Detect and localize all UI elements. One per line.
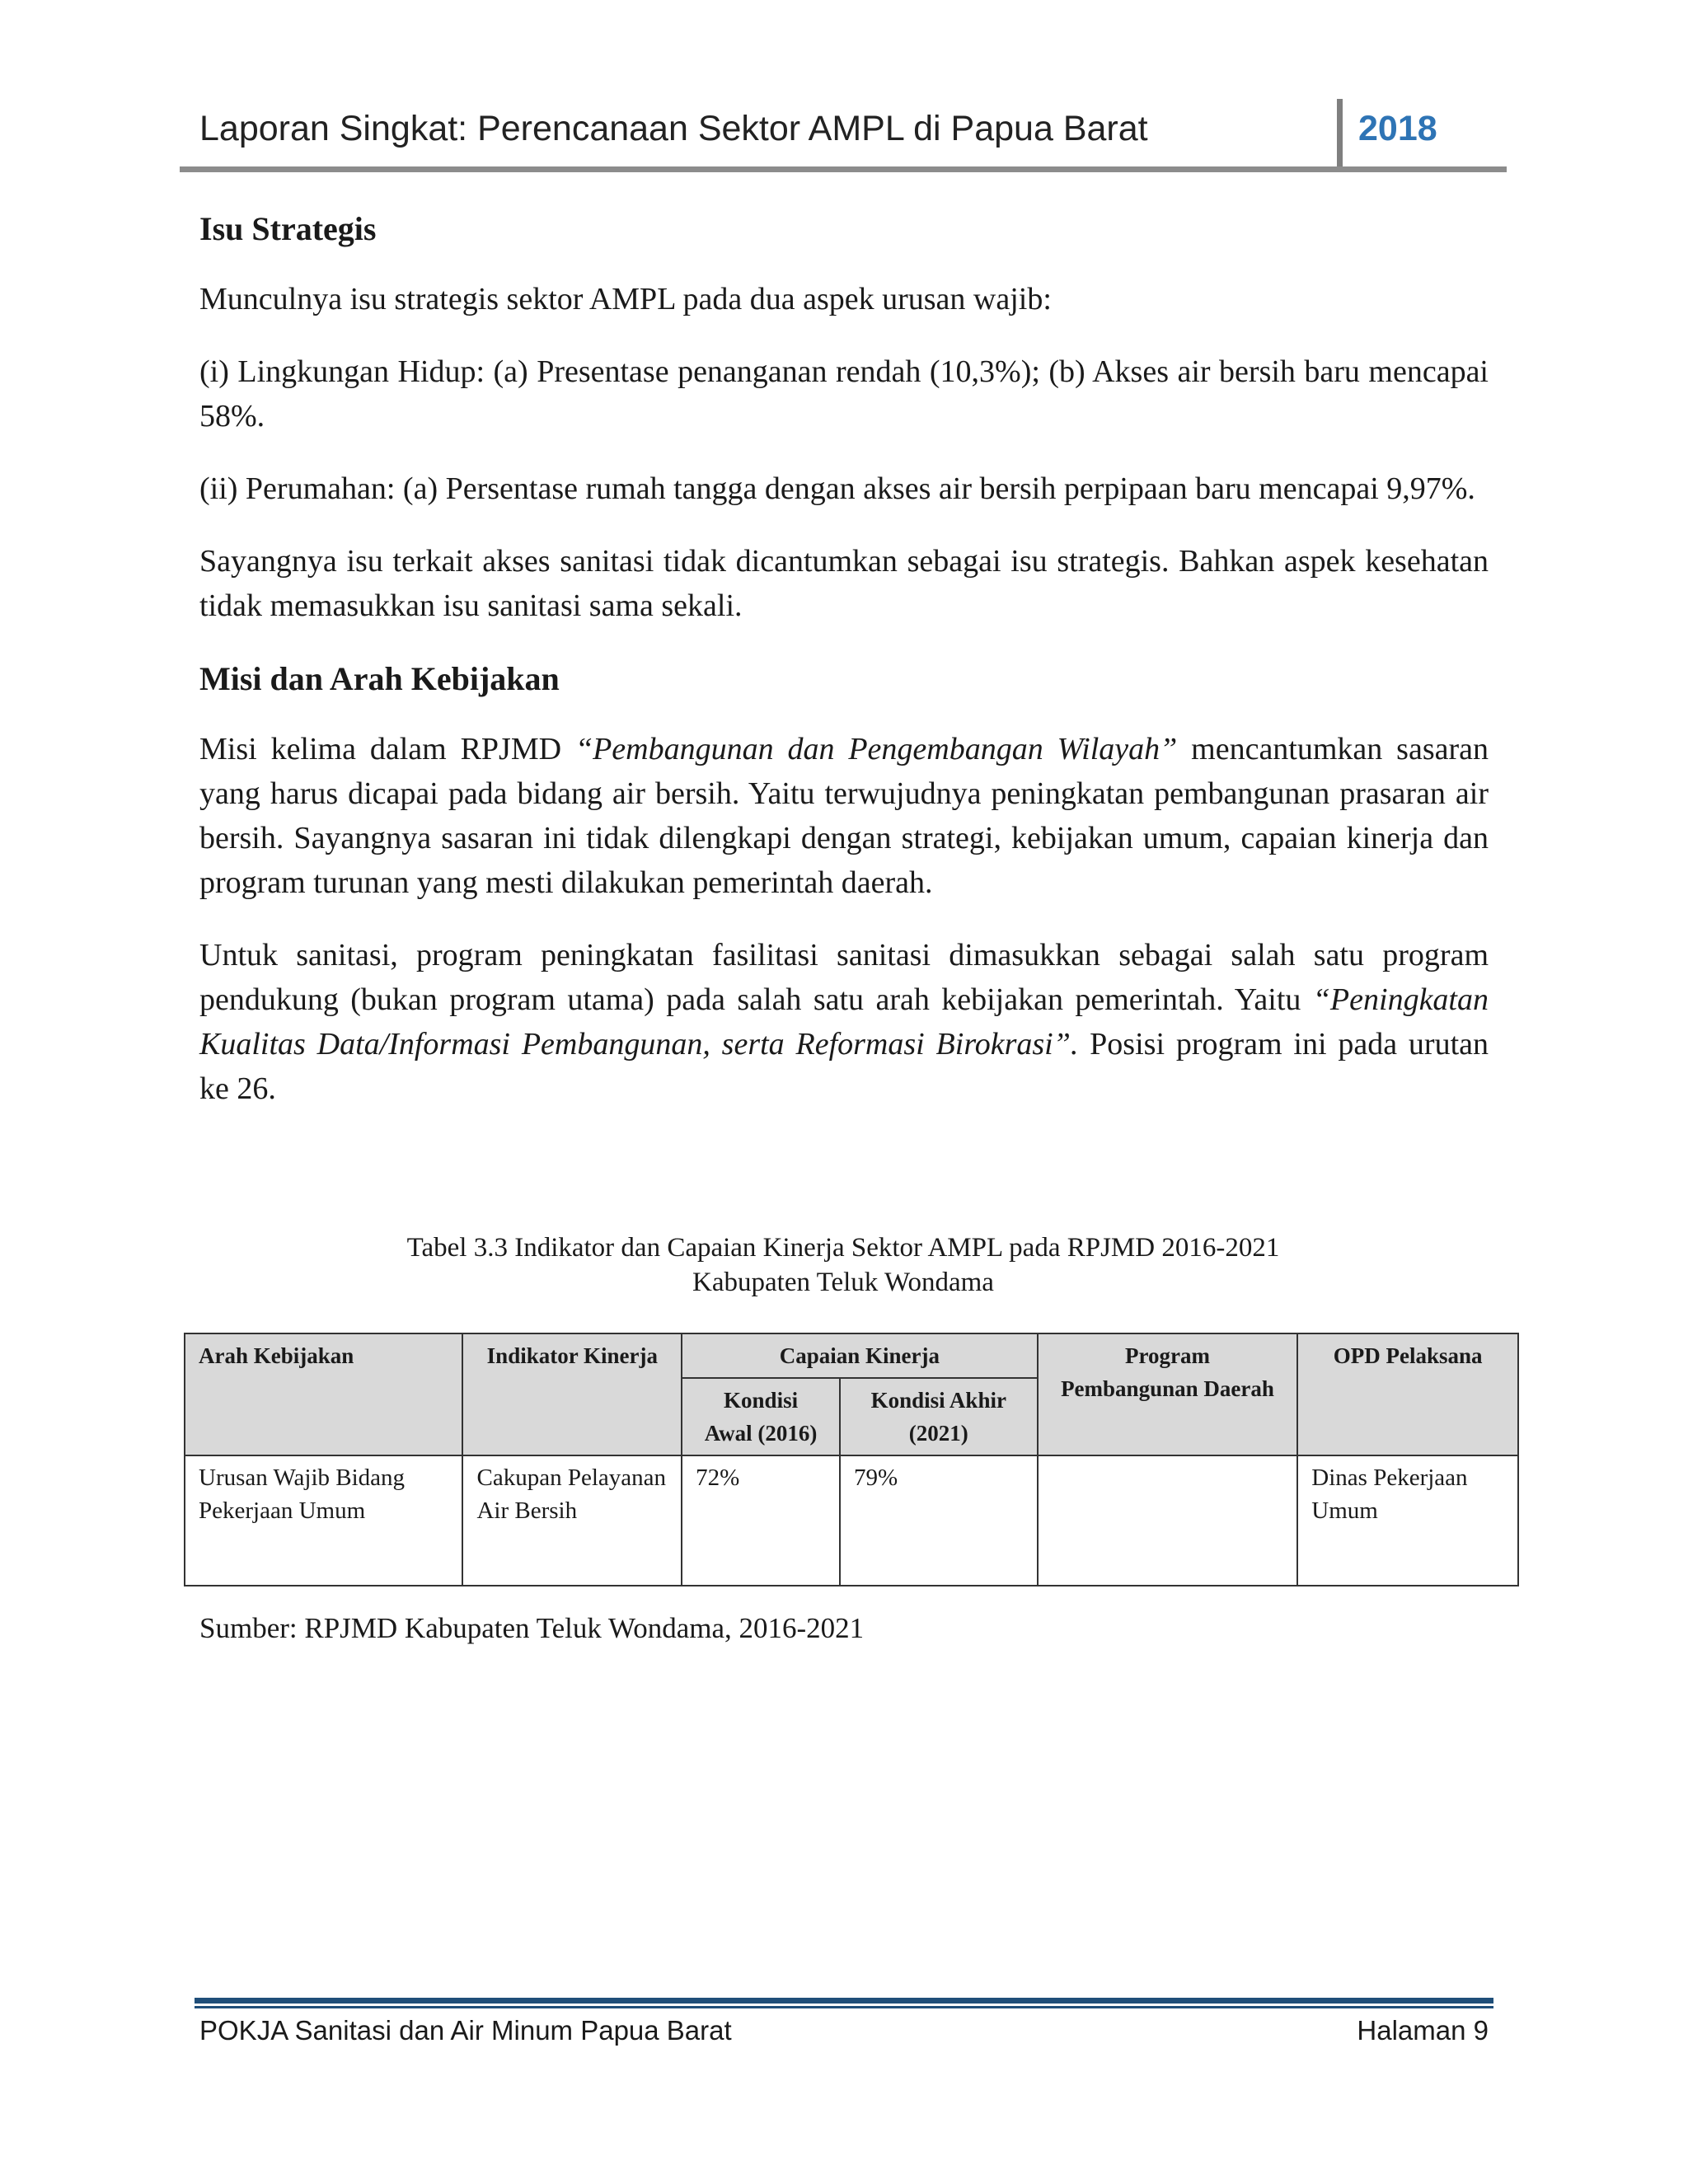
- col-header-awal-line1: Kondisi: [724, 1388, 799, 1413]
- paragraph-isu-intro: Munculnya isu strategis sektor AMPL pada dua aspek urusan wajib:: [199, 282, 1052, 316]
- paragraph-isu-perumahan: (ii) Perumahan: (a) Persentase rumah tangga dengan akses air bersih perpipaan baru mencapai 9,97%.: [199, 471, 1475, 506]
- heading-misi-kebijakan: Misi dan Arah Kebijakan: [199, 660, 560, 697]
- cell-kondisi-awal: 72%: [682, 1455, 840, 1586]
- col-header-akhir-line2: (2021): [908, 1421, 968, 1446]
- col-header-kondisi-awal: [682, 1378, 840, 1455]
- table-row: [185, 1455, 1518, 1586]
- col-header-arah: Arah Kebijakan: [185, 1333, 462, 1455]
- header-year: 2018: [1358, 109, 1437, 148]
- header-title: Laporan Singkat: Perencanaan Sektor AMPL di Papua Barat: [199, 109, 1148, 148]
- footer-rule: [195, 1998, 1493, 2004]
- col-header-indikator: Indikator Kinerja: [462, 1333, 682, 1455]
- col-header-opd: OPD Pelaksana: [1297, 1333, 1518, 1455]
- footer-page-number: Halaman 9: [1357, 2015, 1489, 2046]
- table-source: Sumber: RPJMD Kabupaten Teluk Wondama, 2016-2021: [199, 1612, 865, 1644]
- header-rule: [180, 166, 1507, 172]
- cell-indikator: Cakupan Pelayanan Air Bersih: [462, 1455, 682, 1586]
- paragraph-misi-kelima: [199, 727, 1489, 905]
- quote-arah-kebijakan: “Peningkatan Kualitas Data/Informasi Pembangunan, serta Reformasi Birokrasi”.: [199, 982, 1489, 1062]
- quote-misi: “Pembangunan dan Pengembangan Wilayah”: [574, 732, 1178, 766]
- col-header-capaian: Capaian Kinerja: [682, 1333, 1037, 1378]
- col-header-kondisi-akhir: [840, 1378, 1038, 1455]
- table-caption-line2: Kabupaten Teluk Wondama: [692, 1268, 994, 1297]
- paragraph-isu-lingkungan: (i) Lingkungan Hidup: (a) Presentase penanganan rendah (10,3%); (b) Akses air bersih baru mencapai 58%.: [199, 354, 1489, 434]
- paragraph-isu-sanitasi: Sayangnya isu terkait akses sanitasi tidak dicantumkan sebagai isu strategis. Bahkan aspek kesehatan tidak memasukkan isu sanitasi sama sekali.: [199, 544, 1489, 623]
- table-caption: [180, 1230, 1507, 1300]
- table-caption-line1: Tabel 3.3 Indikator dan Capaian Kinerja Sektor AMPL pada RPJMD 2016-2021: [406, 1233, 1280, 1263]
- col-header-program-line1: Program: [1124, 1343, 1210, 1368]
- footer-rule-thin: [195, 2006, 1493, 2008]
- paragraph-sanitasi-program: [199, 933, 1489, 1111]
- body-content: [199, 206, 1489, 1139]
- cell-program: [1038, 1455, 1298, 1586]
- col-header-program-line2: Pembangunan Daerah: [1061, 1376, 1274, 1401]
- heading-isu-strategis: Isu Strategis: [199, 210, 377, 247]
- cell-arah: Urusan Wajib Bidang Pekerjaan Umum: [185, 1455, 462, 1586]
- col-header-awal-line2: Awal (2016): [704, 1421, 818, 1446]
- cell-opd: Dinas Pekerjaan Umum: [1297, 1455, 1518, 1586]
- col-header-program: [1038, 1333, 1298, 1455]
- text-segment: Untuk sanitasi, program peningkatan fasilitasi sanitasi dimasukkan sebagai salah satu program pendukung (bukan program utama) pada salah satu arah kebijakan pemerintah. Yaitu: [199, 938, 1489, 1017]
- text-segment: mencantumkan sasaran yang harus dicapai pada bidang air bersih. Yaitu terwujudnya peningkatan pembangunan prasaran air bersih. Sayangnya sasaran ini tidak dilengkapi dengan strategi, kebijakan umum, capaian kinerja dan program turunan yang mesti dilakukan pemerintah daerah.: [199, 732, 1489, 900]
- indicator-table: [184, 1333, 1519, 1586]
- table-header-row: [185, 1333, 1518, 1378]
- footer-organization: POKJA Sanitasi dan Air Minum Papua Barat: [199, 2015, 732, 2046]
- text-segment: Misi kelima dalam RPJMD: [199, 732, 575, 766]
- text-segment: Posisi program ini pada urutan ke 26.: [199, 1027, 1489, 1106]
- cell-kondisi-akhir: 79%: [840, 1455, 1038, 1586]
- header-separator: [1337, 99, 1343, 170]
- col-header-akhir-line1: Kondisi Akhir: [870, 1388, 1006, 1413]
